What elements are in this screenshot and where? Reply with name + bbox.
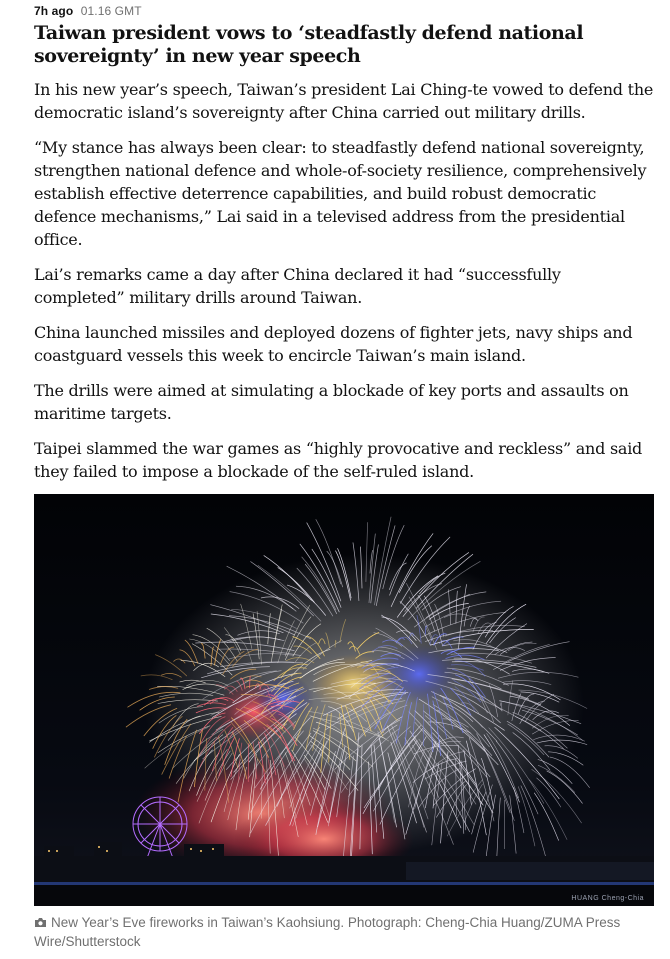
photo-caption: [34, 913, 654, 951]
paragraph-2: “My stance has always been clear: to steadfastly defend national sovereignty, strengthen national defence and whole-of-society resilience, comprehensively establish effective deterrence capabilities, and build robust democratic defence mechanisms,” Lai said in a televised address from the presidential office.: [34, 138, 647, 249]
time-ago: 7h ago: [34, 4, 74, 18]
time-gmt: 01.16 GMT: [80, 4, 142, 18]
photo-watermark: HUANG Cheng-Chia: [571, 895, 644, 902]
camera-icon: [34, 917, 47, 928]
paragraph-1: In his new year’s speech, Taiwan’s president Lai Ching-te vowed to defend the democratic island’s sovereignty after China carried out military drills.: [34, 80, 654, 122]
paragraph-6: Taipei slammed the war games as “highly provocative and reckless” and said they failed to impose a blockade of the self-ruled island.: [34, 439, 643, 481]
caption-text: New Year’s Eve fireworks in Taiwan’s Kaohsiung. Photograph: Cheng-Chia Huang/ZUMA Press Wire/Shutterstock: [34, 915, 621, 949]
fireworks-illustration: [34, 494, 654, 906]
timestamp: [34, 4, 142, 18]
paragraph-5: The drills were aimed at simulating a blockade of key ports and assaults on maritime targets.: [34, 381, 629, 423]
fireworks-photo[interactable]: [34, 494, 654, 906]
paragraph-4: China launched missiles and deployed dozens of fighter jets, navy ships and coastguard vessels this week to encircle Taiwan’s main island.: [34, 323, 633, 365]
paragraph-3: Lai’s remarks came a day after China declared it had “successfully completed” military drills around Taiwan.: [34, 265, 561, 307]
headline: Taiwan president vows to ‘steadfastly defend national sovereignty’ in new year speech: [34, 22, 584, 67]
